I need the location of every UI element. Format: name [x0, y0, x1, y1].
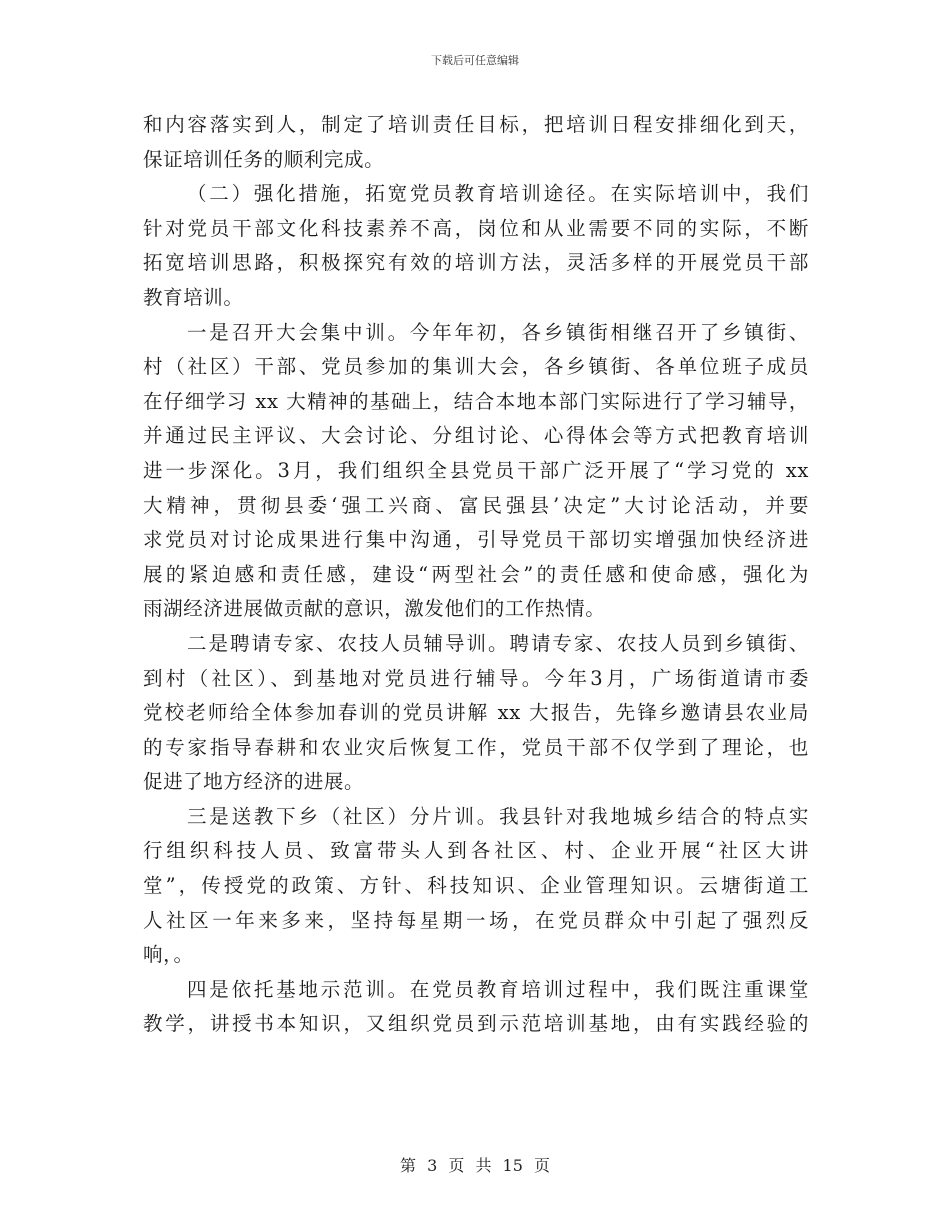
- text-line: 二是聘请专家、农技人员辅导训。聘请专家、农技人员到乡镇街、: [187, 631, 809, 655]
- text-line: 展的紧迫感和责任感，建设“两型社会”的责任感和使命感，强化为: [143, 562, 809, 586]
- text-line: 党校老师给全体参加春训的党员讲解 xx 大报告，先锋乡邀请县农业局: [143, 701, 809, 725]
- text-line: 雨湖经济进展做贡献的意识，激发他们的工作热情。: [143, 597, 606, 621]
- text-line: 教学，讲授书本知识，又组织党员到示范培训基地，由有实践经验的: [143, 1012, 809, 1036]
- text-line: 促进了地方经济的进展。: [143, 770, 365, 794]
- text-line: 堂”，传授党的政策、方针、科技知识、企业管理知识。云塘街道工: [143, 874, 809, 898]
- text-line: 三是送教下乡（社区）分片训。我县针对我地城乡结合的特点实: [187, 804, 809, 828]
- text-line: 进一步深化。3月，我们组织全县党员干部广泛开展了“学习党的 xx: [143, 458, 809, 482]
- text-line: 一是召开大会集中训。今年年初，各乡镇街相继召开了乡镇街、: [187, 320, 809, 344]
- text-line: 人社区一年来多来，坚持每星期一场，在党员群众中引起了强烈反: [143, 908, 809, 932]
- text-line: 针对党员干部文化科技素养不高，岗位和从业需要不同的实际，不断: [143, 216, 809, 240]
- document-body: [143, 108, 809, 1042]
- text-line: 教育培训。: [143, 285, 244, 309]
- text-line: 和内容落实到人，制定了培训责任目标，把培训日程安排细化到天，: [143, 113, 809, 136]
- text-line: （二）强化措施，拓宽党员教育培训途径。在实际培训中，我们: [187, 182, 809, 206]
- page-number-footer: 第 3 页 共 15 页: [400, 1156, 550, 1175]
- text-line: 村（社区）干部、党员参加的集训大会，各乡镇街、各单位班子成员: [143, 355, 809, 379]
- page-header: 下载后可任意编辑: [431, 54, 519, 67]
- text-line: 求党员对讨论成果进行集中沟通，引导党员干部切实增强加快经济进: [143, 528, 809, 552]
- text-line: 到村（社区）、到基地对党员进行辅导。今年3月，广场街道请市委: [143, 666, 809, 690]
- text-line: 在仔细学习 xx 大精神的基础上，结合本地本部门实际进行了学习辅导，: [143, 389, 809, 413]
- text-line: 行组织科技人员、致富带头人到各社区、村、企业开展“社区大讲: [143, 839, 809, 863]
- text-line: 大精神，贯彻县委‘强工兴商、富民强县’决定”大讨论活动，并要: [143, 493, 809, 517]
- text-line: 并通过民主评议、大会讨论、分组讨论、心得体会等方式把教育培训: [143, 424, 809, 448]
- text-line: 保证培训任务的顺利完成。: [143, 147, 385, 171]
- text-line: 响，。: [143, 943, 194, 967]
- text-line: 拓宽培训思路，积极探究有效的培训方法，灵活多样的开展党员干部: [143, 251, 809, 275]
- text-line: 四是依托基地示范训。在党员教育培训过程中，我们既注重课堂: [187, 977, 809, 1001]
- text-line: 的专家指导春耕和农业灾后恢复工作，党员干部不仅学到了理论，也: [143, 735, 809, 759]
